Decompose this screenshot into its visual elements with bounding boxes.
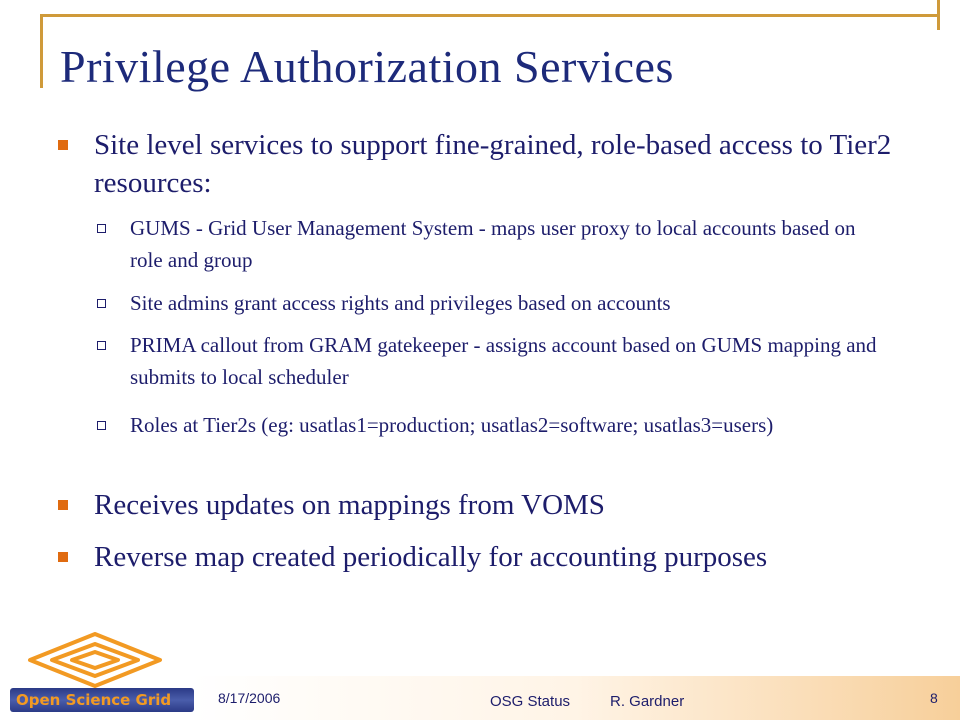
subbullet-text: Site admins grant access rights and privileges based on accounts: [130, 291, 671, 315]
subbullet-text: GUMS - Grid User Management System - maps user proxy to local accounts based on role and group: [130, 216, 856, 272]
frame-right-rule: [937, 0, 940, 30]
hollow-square-bullet-icon: [97, 341, 106, 350]
bullet-item: [94, 486, 914, 524]
square-bullet-icon: [58, 552, 68, 562]
frame-left-rule: [40, 14, 43, 88]
osg-logo-icon: [10, 630, 180, 690]
subbullet-item: [130, 329, 890, 393]
bullet-item: [94, 538, 914, 576]
square-bullet-icon: [58, 140, 68, 150]
subbullet-item: [130, 287, 890, 319]
bullet-text: Receives updates on mappings from VOMS: [94, 489, 605, 521]
square-bullet-icon: [58, 500, 68, 510]
footer-title: OSG Status: [490, 693, 571, 710]
subbullet-item: [130, 212, 890, 276]
hollow-square-bullet-icon: [97, 224, 106, 233]
footer-gradient-bar: [190, 676, 960, 720]
frame-top-rule: [40, 14, 940, 17]
slide-title: Privilege Authorization Services: [60, 41, 674, 92]
footer-date: 8/17/2006: [218, 690, 281, 706]
subbullet-item: [130, 409, 890, 441]
bullet-text: Reverse map created periodically for accounting purposes: [94, 541, 768, 573]
hollow-square-bullet-icon: [97, 299, 106, 308]
footer-author: R. Gardner: [610, 693, 685, 710]
hollow-square-bullet-icon: [97, 421, 106, 430]
subbullet-text: PRIMA callout from GRAM gatekeeper - assigns account based on GUMS mapping and submits to local scheduler: [130, 333, 877, 389]
bullet-text: Site level services to support fine-grained, role-based access to Tier2 resources:: [94, 129, 892, 199]
logo-wordmark: Open Science Grid: [10, 688, 194, 712]
subbullet-text: Roles at Tier2s (eg: usatlas1=production; usatlas2=software; usatlas3=users): [130, 413, 774, 437]
page-number: 8: [930, 690, 938, 706]
bullet-item: [94, 126, 914, 202]
